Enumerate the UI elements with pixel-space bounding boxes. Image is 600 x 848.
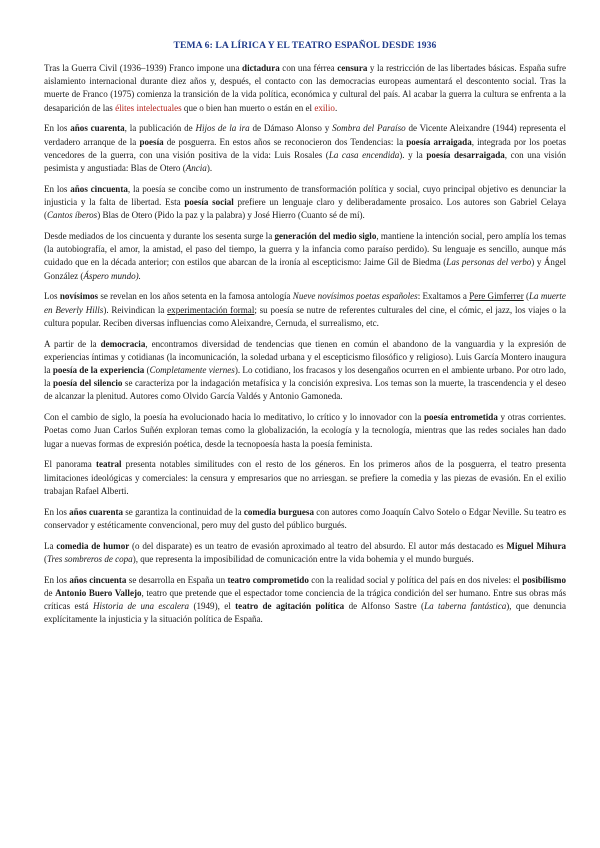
text-run: El panorama [44,459,96,470]
text-run: ( [523,291,529,302]
text-run: con autores como Joaquín Calvo Sotelo o Edgar Neville. Su teatro es conservador y estéticamente convencional, pero muy del gusto del público burgués. [44,506,566,530]
text-run: novísimos [59,291,99,302]
text-run: Hijos de la ira [195,123,250,134]
text-run: prefiere un lenguaje claro y deliberadamente prosaico. Los autores son Gabriel Celaya ( [44,197,566,221]
text-run: comedia de humor [56,540,130,551]
text-run: poesía de la experiencia [52,365,145,376]
text-run: que o bien han muerto o están en el [181,102,315,113]
text-run: , la publicación de [124,123,196,134]
text-run: presenta notables similitudes con el resto de los géneros. En los primeros años de la posguerra, el teatro presenta limitaciones ideológicas y comerciales: la censura y empresarios que no arriesgan. se prefiere la comedia y las piezas de evasión. En el exilio trabajan Rafael Alberti. [44,459,566,496]
paragraph-9 [44,506,566,532]
text-run: A partir de la [44,338,101,349]
text-run: teatro comprometido [227,574,309,585]
text-run: . [334,102,338,113]
text-run: ). Lo cotidiano, los fracasos y los desengaños ocurren en el ambiente urbano. Por otro lado, la [44,365,567,389]
paragraph-3 [44,183,566,223]
text-run: poesía arraigada [406,136,472,147]
text-run: ). y la [399,149,427,160]
text-run: , con una visión pesimista y angustiada: Blas de Otero ( [44,149,567,174]
text-run: democracia [100,338,146,349]
text-run: y la restricción de las libertades básicas. España sufre aislamiento internacional durante diez años y, después, el contacto con las democracias europeas aumentará el descontento social. Tras la muerte de Franco (1975) comienza la transición de la vida política, económica y cultural del país. Al acabar la guerra la cultura se enfrenta a la desaparición de las [44,63,566,113]
paragraph-11 [44,574,566,627]
paragraph-2 [44,122,566,175]
text-run: Las personas del verbo [446,257,532,268]
text-run: se revelan en los años setenta en la famosa antología [98,291,293,302]
paragraph-6 [44,338,566,404]
text-run: Pere Gimferrer [469,291,524,302]
text-run: Historia de una escalera [92,601,190,612]
text-run: (o del disparate) es un teatro de evasión aproximado al teatro del absurdo. El autor más destacado es [129,540,507,551]
paragraph-5 [44,290,566,330]
text-run: se caracteriza por la indagación metafísica y la concisión expresiva. Los temas son la muerte, la trascendencia y el deseo de alcanzar la plenitud. Autores como Olvido García Valdés y Antonio Gamoneda. [44,378,566,402]
document-title: TEMA 6: LA LÍRICA Y EL TEATRO ESPAÑOL DESDE 1936 [173,40,437,51]
text-run: , teatro que pretende que el espectador tome conciencia de la trágica condición del ser humano. Entre sus obras más críticas está [44,587,566,612]
text-run: de Vicente Aleixandre (1944) representa el verdadero arranque de la [44,123,566,147]
paragraph-10 [44,540,566,566]
text-run: En los [44,506,70,517]
text-run: , la poesía se concibe como un instrumento de transformación política y social, cuyo principal objetivo es denunciar la injusticia y la falta de libertad. Esta [44,183,566,208]
text-run: En los [44,183,71,194]
text-run: Desde mediados de los cincuenta y durante los sesenta surge la [44,231,275,242]
text-run: ). [206,163,213,174]
text-run: La taberna fantástica [424,601,507,612]
text-run: (1949), el [189,601,236,612]
text-run: Tres sombreros de copa [47,553,133,564]
text-run: teatro de agitación política [235,601,345,612]
text-run: Cantos íberos [47,210,98,221]
text-run: , encontramos diversidad de tendencias que tienen en común el abandono de la vanguardia y la expresión de experiencias íntimas y cotidianas (la incomunicación, la soledad urbana y el escepticismo filosófico y religioso). Luis García Montero inaugura la [44,338,566,376]
text-run: En los [44,574,70,585]
text-run: comedia burguesa [243,506,314,517]
text-run: años cincuenta [70,183,128,194]
text-run: con una férrea [279,63,338,73]
text-run: poesía desarraigada [426,149,505,160]
text-run: ( [144,365,150,376]
text-run: de [44,587,56,598]
text-run: poesía social [184,197,234,208]
text-run: de Dámaso Alonso y [249,123,333,134]
text-run: Completamente viernes [149,365,235,376]
text-run: La casa encendida [328,149,400,160]
text-run: y otras corrientes. Poetas como Juan Carlos Suñén exploran temas como la globalización, la ecología y la tecnología, mientras que las redes sociales han dado lugar a nuevas formas de expresión poética, desde la tecnopoesía hasta la poesía feminista. [44,412,567,449]
text-run: de posguerra. En estos años se reconocieron dos Tendencias: la [163,136,407,147]
text-run: ) y Ángel González ( [44,257,567,281]
text-run: años cuarenta [69,506,124,517]
paragraph-4 [44,230,566,283]
text-run: Tras la Guerra Civil (1936–1939) Franco impone una [44,63,243,73]
text-run: teatral [95,459,122,470]
text-run: exilio [314,102,335,113]
text-run: ; su poesía se nutre de referentes culturales del cine, el cómic, el jazz, los viajes o la cultura popular. Reciben diversas influencias como Aleixandre, Cernuda, el surrealismo, etc. [44,304,566,328]
text-run: ) Blas de Otero (Pido la paz y la palabra) y José Hierro (Cuanto sé de mí). [97,210,365,221]
text-run: Ancia [185,163,207,174]
text-run: Nueve novísimos poetas españoles [292,291,418,302]
text-run: Antonio Buero Vallejo [55,587,142,598]
text-run: , integrada por los poetas vencedores de la guerra, con una visión positiva de la vida: Luis Rosales ( [44,136,566,160]
text-run: ( [44,553,48,564]
text-run: Con el cambio de siglo, la poesía ha evolucionado hacia lo meditativo, lo crítico y lo innovador con la [44,412,424,423]
text-run: Áspero mundo). [83,270,141,281]
text-run: Sombra del Paraíso [332,123,406,134]
text-run: ). Reivindican la [103,304,168,315]
text-run: experimentación formal [167,304,255,315]
text-run: La muerte en Beverly Hills [44,291,566,315]
text-run: de Alfonso Sastre ( [344,601,425,612]
text-run: ), que denuncia explícitamente la injusticia y la situación política de España. [44,601,567,625]
paragraph-1 [44,62,566,115]
text-run: : Exaltamos a [417,291,470,302]
paragraph-8 [44,458,566,498]
text-run: años cincuenta [69,574,127,585]
text-run: poesía [139,136,164,147]
text-run: En los [44,123,71,134]
text-run: censura [337,63,368,73]
text-run: poesía entrometida [423,412,498,423]
text-run: Miguel Mihura [506,540,566,551]
text-run: poesía del silencio [53,378,123,389]
text-run: generación del medio siglo [274,231,377,242]
text-run: Los [44,291,60,302]
text-run: se desarrolla en España un [126,574,228,585]
text-run: , mantiene la intención social, pero amplía los temas (la autobiografía, el amor, la amistad, el paso del tiempo, la guerra y la infancia como paraíso perdido). Su lenguaje es sencillo, aunque más cuidado que en la década anterior; con estilos que abarcan de la ironía al escepticismo: Jaime Gil de Biedma ( [44,231,566,268]
document-body [44,62,566,626]
text-run: dictadura [242,63,280,73]
text-run: posibilismo [522,574,566,585]
text-run: años cuarenta [70,123,125,134]
text-run: élites intelectuales [115,102,182,113]
text-run: La [44,540,57,551]
text-run: se garantiza la continuidad de la [123,506,244,517]
paragraph-7 [44,411,566,451]
text-run: con la realidad social y política del país en dos niveles: el [308,574,523,585]
text-run: ), que representa la imposibilidad de comunicación entre la vida bohemia y el mundo burgués. [132,553,474,564]
